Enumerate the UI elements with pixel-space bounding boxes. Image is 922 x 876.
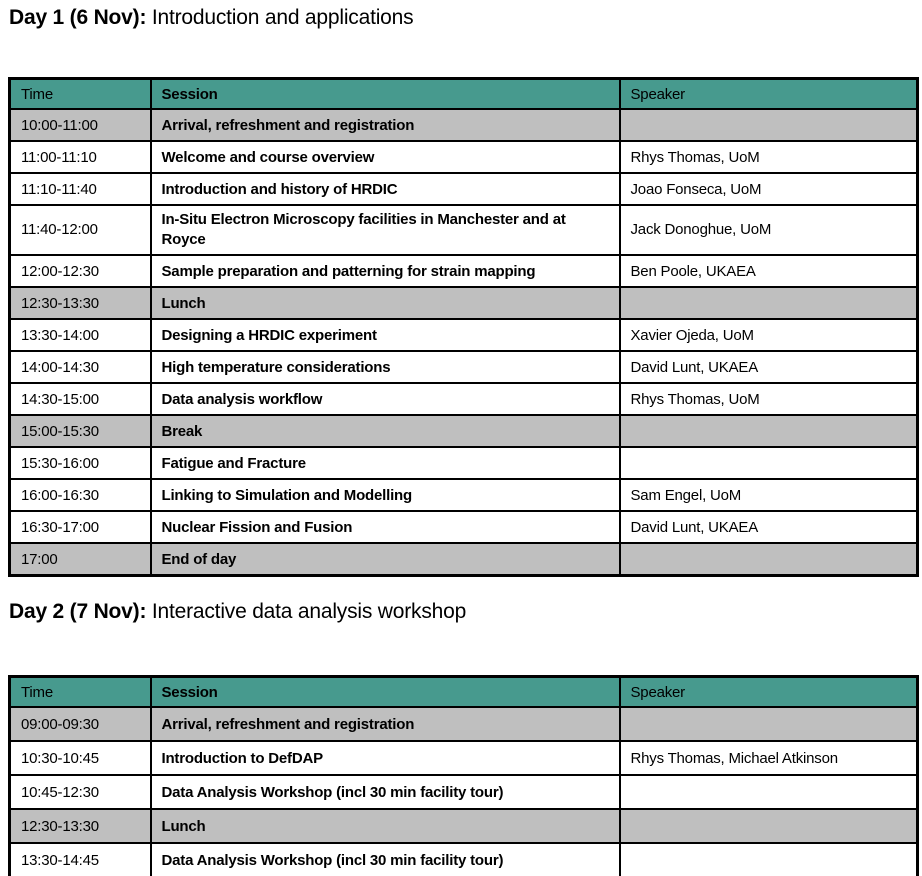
speaker-cell: Jack Donoghue, UoM: [620, 205, 918, 255]
table-row: [10, 447, 918, 479]
column-header-session: Session: [151, 677, 620, 708]
session-cell: Data analysis workflow: [151, 383, 620, 415]
time-cell: 15:00-15:30: [10, 415, 151, 447]
table-row: [10, 775, 918, 809]
speaker-cell: Rhys Thomas, Michael Atkinson: [620, 741, 918, 775]
table-row: [10, 141, 918, 173]
session-cell: Nuclear Fission and Fusion: [151, 511, 620, 543]
time-cell: 12:30-13:30: [10, 809, 151, 843]
speaker-cell: [620, 707, 918, 741]
time-cell: 15:30-16:00: [10, 447, 151, 479]
speaker-cell: David Lunt, UKAEA: [620, 511, 918, 543]
time-cell: 12:00-12:30: [10, 255, 151, 287]
speaker-cell: [620, 843, 918, 876]
session-cell: Welcome and course overview: [151, 141, 620, 173]
column-header-speaker: Speaker: [620, 677, 918, 708]
time-cell: 09:00-09:30: [10, 707, 151, 741]
time-cell: 10:30-10:45: [10, 741, 151, 775]
time-cell: 17:00: [10, 543, 151, 576]
speaker-cell: Rhys Thomas, UoM: [620, 141, 918, 173]
day1-heading-label: Day 1 (6 Nov):: [9, 6, 147, 29]
table-row: [10, 205, 918, 255]
table-row: [10, 809, 918, 843]
session-cell: Introduction and history of HRDIC: [151, 173, 620, 205]
session-cell: Designing a HRDIC experiment: [151, 319, 620, 351]
speaker-cell: Rhys Thomas, UoM: [620, 383, 918, 415]
speaker-cell: Xavier Ojeda, UoM: [620, 319, 918, 351]
table-row: [10, 109, 918, 141]
table-row: [10, 511, 918, 543]
table-row: [10, 707, 918, 741]
speaker-cell: [620, 447, 918, 479]
speaker-cell: [620, 415, 918, 447]
day1-heading: [9, 5, 413, 31]
speaker-cell: [620, 109, 918, 141]
time-cell: 16:30-17:00: [10, 511, 151, 543]
day2-heading-subtitle: Interactive data analysis workshop: [146, 600, 467, 623]
column-header-time: Time: [10, 79, 151, 110]
table-row: [10, 255, 918, 287]
speaker-cell: Sam Engel, UoM: [620, 479, 918, 511]
time-cell: 13:30-14:00: [10, 319, 151, 351]
session-cell: End of day: [151, 543, 620, 576]
speaker-cell: [620, 287, 918, 319]
day1-heading-subtitle: Introduction and applications: [146, 6, 414, 29]
day2-schedule-table: [8, 675, 919, 876]
day2-heading: [9, 599, 466, 625]
time-cell: 12:30-13:30: [10, 287, 151, 319]
time-cell: 14:00-14:30: [10, 351, 151, 383]
session-cell: High temperature considerations: [151, 351, 620, 383]
time-cell: 11:00-11:10: [10, 141, 151, 173]
time-cell: 16:00-16:30: [10, 479, 151, 511]
session-cell: Fatigue and Fracture: [151, 447, 620, 479]
session-cell: Arrival, refreshment and registration: [151, 707, 620, 741]
speaker-cell: David Lunt, UKAEA: [620, 351, 918, 383]
session-cell: Lunch: [151, 809, 620, 843]
table-row: [10, 287, 918, 319]
session-cell: Sample preparation and patterning for strain mapping: [151, 255, 620, 287]
session-cell: Data Analysis Workshop (incl 30 min facility tour): [151, 775, 620, 809]
table-row: [10, 543, 918, 576]
column-header-session: Session: [151, 79, 620, 110]
session-cell: Introduction to DefDAP: [151, 741, 620, 775]
table-row: [10, 383, 918, 415]
column-header-time: Time: [10, 677, 151, 708]
table-row: [10, 351, 918, 383]
table-row: [10, 173, 918, 205]
time-cell: 13:30-14:45: [10, 843, 151, 876]
speaker-cell: [620, 543, 918, 576]
day2-heading-label: Day 2 (7 Nov):: [9, 600, 147, 623]
table-row: [10, 415, 918, 447]
session-cell: Lunch: [151, 287, 620, 319]
day1-header-row: [10, 79, 918, 110]
speaker-cell: Ben Poole, UKAEA: [620, 255, 918, 287]
time-cell: 14:30-15:00: [10, 383, 151, 415]
table-row: [10, 479, 918, 511]
column-header-speaker: Speaker: [620, 79, 918, 110]
session-cell: Break: [151, 415, 620, 447]
day2-header-row: [10, 677, 918, 708]
session-cell: Data Analysis Workshop (incl 30 min facility tour): [151, 843, 620, 876]
session-cell: In-Situ Electron Microscopy facilities in Manchester and at Royce: [151, 205, 620, 255]
day1-schedule-table: [8, 77, 919, 577]
speaker-cell: [620, 809, 918, 843]
time-cell: 11:10-11:40: [10, 173, 151, 205]
table-row: [10, 741, 918, 775]
time-cell: 10:00-11:00: [10, 109, 151, 141]
time-cell: 11:40-12:00: [10, 205, 151, 255]
session-cell: Arrival, refreshment and registration: [151, 109, 620, 141]
table-row: [10, 319, 918, 351]
session-cell: Linking to Simulation and Modelling: [151, 479, 620, 511]
speaker-cell: Joao Fonseca, UoM: [620, 173, 918, 205]
time-cell: 10:45-12:30: [10, 775, 151, 809]
table-row: [10, 843, 918, 876]
speaker-cell: [620, 775, 918, 809]
